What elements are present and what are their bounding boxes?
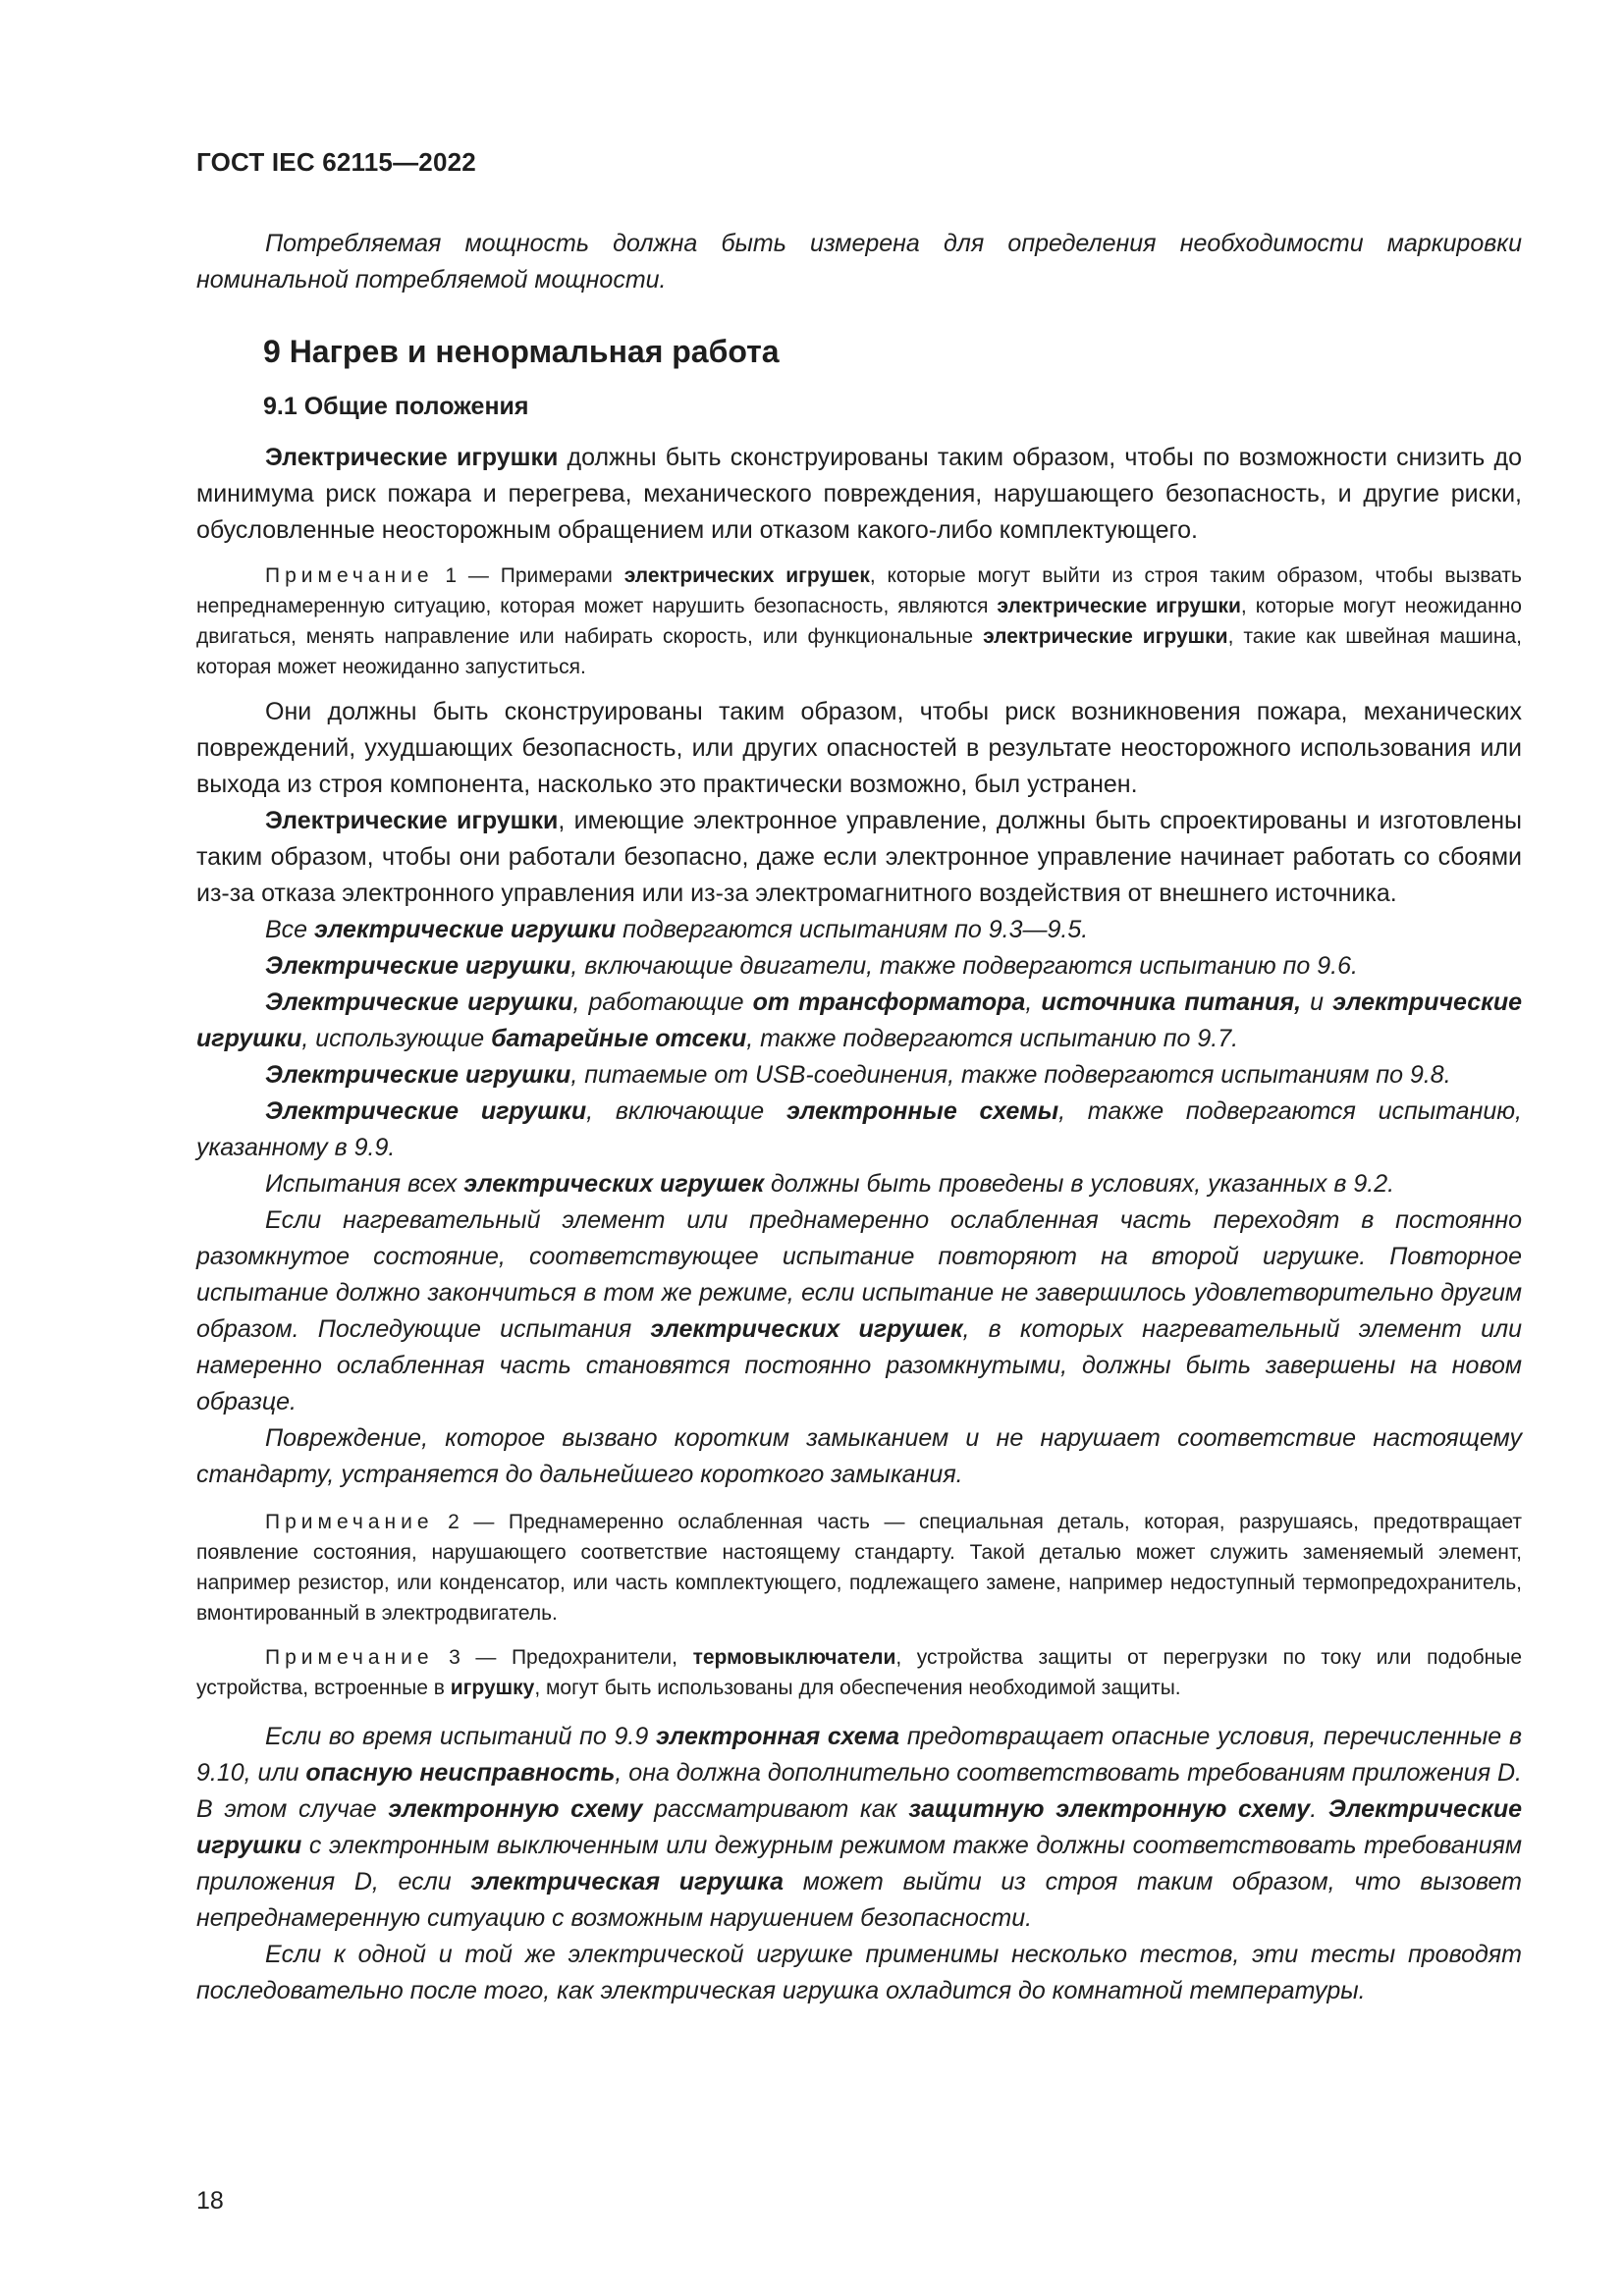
term-bold: электронную схему bbox=[388, 1795, 643, 1823]
paragraph-11: Повреждение, которое вызвано коротким замыканием и не нарушает соответствие настоящему стандарту, устраняется до дальнейшего короткого замыкания. bbox=[196, 1424, 1522, 1488]
section-title: 9 Нагрев и ненормальная работа bbox=[263, 334, 780, 369]
term-bold: электрические игрушки bbox=[196, 988, 1522, 1052]
page-number: 18 bbox=[196, 2187, 224, 2215]
term-bold: электрические игрушки bbox=[997, 595, 1241, 617]
note-1 bbox=[196, 561, 1522, 682]
text-run: , также подвергаются испытанию, указанному в 9.9. bbox=[196, 1097, 1522, 1161]
text-run: , работающие bbox=[572, 988, 753, 1016]
text-run: Все bbox=[265, 916, 315, 943]
text-run: , могут быть использованы для обеспечения необходимой защиты. bbox=[534, 1677, 1181, 1699]
text-run: , также подвергаются испытанию по 9.7. bbox=[746, 1025, 1239, 1052]
term-bold: электрических игрушек bbox=[650, 1315, 963, 1343]
term-bold: Электрические игрушки bbox=[196, 1795, 1522, 1859]
paragraph-10 bbox=[196, 1202, 1522, 1420]
paragraph-8 bbox=[196, 1094, 1522, 1166]
term-bold: Электрические игрушки bbox=[265, 1097, 587, 1125]
text-run: , питаемые от USB-соединения, также подвергаются испытаниям по 9.8. bbox=[570, 1061, 1451, 1089]
text-run: , в которых нагревательный элемент или намеренно ослабленная часть становятся постоянно разомкнутыми, должны быть завершены на новом образце. bbox=[196, 1315, 1522, 1415]
text-run: , устройства защиты от перегрузки по току или подобные устройства, встроенные в bbox=[196, 1646, 1523, 1699]
text-run: , использующие bbox=[301, 1025, 492, 1052]
paragraph-1 bbox=[196, 440, 1522, 549]
text-run: может выйти из строя таким образом, что вызовет непреднамеренную ситуацию с возможным нарушением безопасности. bbox=[196, 1868, 1522, 1932]
text-run: 3 — Предохранители, bbox=[433, 1646, 693, 1669]
subsection-title: 9.1 Общие положения bbox=[263, 393, 529, 420]
text-run: , имеющие электронное управление, должны быть спроектированы и изготовлены таким образом, чтобы они работали безопасно, даже если электронное управление начинает работать со сбоями из-за отказа электронного управления или из-за электромагнитного воздействия от внешнего источника. bbox=[196, 807, 1522, 907]
term-bold: электрические игрушки bbox=[314, 916, 617, 943]
text-run: . bbox=[1310, 1795, 1328, 1823]
paragraph-7 bbox=[196, 1057, 1522, 1094]
text-run: с электронным выключенным или дежурным режимом также должны соответствовать требованиям приложения D, если bbox=[196, 1832, 1522, 1896]
paragraph-13: Если к одной и той же электрической игрушке применимы несколько тестов, эти тесты проводят последовательно после того, как электрическая игрушка охладится до комнатной температуры. bbox=[196, 1941, 1522, 2004]
text-run: рассматривают как bbox=[642, 1795, 909, 1823]
term-bold: защитную электронную схему bbox=[908, 1795, 1311, 1823]
text-run: , которые могут неожиданно двигаться, менять направление или набирать скорость, или функциональные bbox=[196, 595, 1522, 648]
term-bold: от трансформатора bbox=[752, 988, 1026, 1016]
term-bold: Электрические игрушки bbox=[265, 807, 559, 834]
term-bold: опасную неисправность bbox=[305, 1759, 616, 1787]
term-bold: термовыключатели bbox=[692, 1646, 896, 1669]
paragraph-3 bbox=[196, 803, 1522, 912]
note-2 bbox=[196, 1507, 1522, 1629]
main-content bbox=[196, 440, 1522, 2009]
term-bold: электрических игрушек bbox=[623, 564, 870, 587]
text-run: Испытания всех bbox=[265, 1170, 464, 1198]
note-label: Примечание bbox=[265, 564, 434, 587]
term-bold: электронная схема bbox=[656, 1723, 900, 1750]
note-label: Примечание bbox=[265, 1646, 434, 1669]
text-run: , которые могут выйти из строя таким образом, чтобы вызвать непреднамеренную ситуацию, которая может нарушить безопасность, являются bbox=[196, 564, 1522, 617]
text-run: 2 — Преднамеренно ослабленная часть — специальная деталь, которая, разрушаясь, предотвращает появление состояния, нарушающего соответствие настоящему стандарту. Такой деталью может служить заменяемый элемент, например резистор, или конденсатор, или часть комплектующего, подлежащего замене, например недоступный термопредохранитель, вмонтированный в электродвигатель. bbox=[196, 1511, 1522, 1625]
term-bold: электронные схемы bbox=[785, 1097, 1059, 1125]
paragraph-6 bbox=[196, 985, 1522, 1057]
paragraph-12 bbox=[196, 1719, 1522, 1937]
text-run: должны быть сконструированы таким образом, чтобы по возможности снизить до минимума риск пожара и перегрева, механического повреждения, нарушающего безопасность, и другие риски, обусловленные неосторожным обращением или отказом какого-либо комплектующего. bbox=[196, 444, 1522, 544]
note-3 bbox=[196, 1642, 1522, 1703]
intro-paragraph bbox=[196, 226, 1522, 298]
text-run: , она должна дополнительно соответствовать требованиям приложения D. В этом случае bbox=[196, 1759, 1522, 1823]
text-run: , bbox=[1025, 988, 1042, 1016]
text-run: должны быть проведены в условиях, указанных в 9.2. bbox=[764, 1170, 1395, 1198]
text-run: подвергаются испытаниям по 9.3—9.5. bbox=[616, 916, 1089, 943]
text-run: Если во время испытаний по 9.9 bbox=[265, 1723, 657, 1750]
text-run: Если нагревательный элемент или преднамеренно ослабленная часть переходят в постоянно разомкнутое состояние, соответствующее испытание повторяют на второй игрушке. Повторное испытание должно закончиться в том же режиме, если испытание не завершилось удовлетворительно другим образом. Последующие испытания bbox=[196, 1206, 1522, 1343]
text-run: , включающие bbox=[586, 1097, 786, 1125]
term-bold: электрические игрушки bbox=[983, 625, 1228, 648]
text-run: 1 — Примерами bbox=[433, 564, 624, 587]
term-bold: Электрические игрушки bbox=[265, 952, 571, 980]
term-bold: электрическая игрушка bbox=[470, 1868, 785, 1896]
term-bold: Электрические игрушки bbox=[265, 1061, 571, 1089]
text-run: , такие как швейная машина, которая может неожиданно запуститься. bbox=[196, 625, 1523, 678]
paragraph-2: Они должны быть сконструированы таким образом, чтобы риск возникновения пожара, механических повреждений, ухудшающих безопасность, или других опасностей в результате неосторожного использования или выхода из строя компонента, насколько это практически возможно, был устранен. bbox=[196, 698, 1522, 798]
paragraph-9 bbox=[196, 1166, 1522, 1202]
document-header: ГОСТ IEC 62115—2022 bbox=[196, 147, 476, 177]
term-bold: Электрические игрушки bbox=[265, 988, 573, 1016]
text-run: предотвращает опасные условия, перечисленные в 9.10, или bbox=[196, 1723, 1522, 1787]
paragraph-4 bbox=[196, 912, 1522, 948]
term-bold: игрушку bbox=[450, 1677, 535, 1699]
note-label: Примечание bbox=[265, 1511, 434, 1533]
text-run: , включающие двигатели, также подвергаются испытанию по 9.6. bbox=[570, 952, 1358, 980]
term-bold: Электрические игрушки bbox=[265, 444, 559, 471]
text-run: и bbox=[1301, 988, 1333, 1016]
term-bold: батарейные отсеки bbox=[491, 1025, 747, 1052]
term-bold: электрических игрушек bbox=[463, 1170, 764, 1198]
paragraph-5 bbox=[196, 948, 1522, 985]
intro-text: Потребляемая мощность должна быть измерена для определения необходимости маркировки номинальной потребляемой мощности. bbox=[196, 230, 1522, 294]
term-bold: источника питания, bbox=[1041, 988, 1302, 1016]
